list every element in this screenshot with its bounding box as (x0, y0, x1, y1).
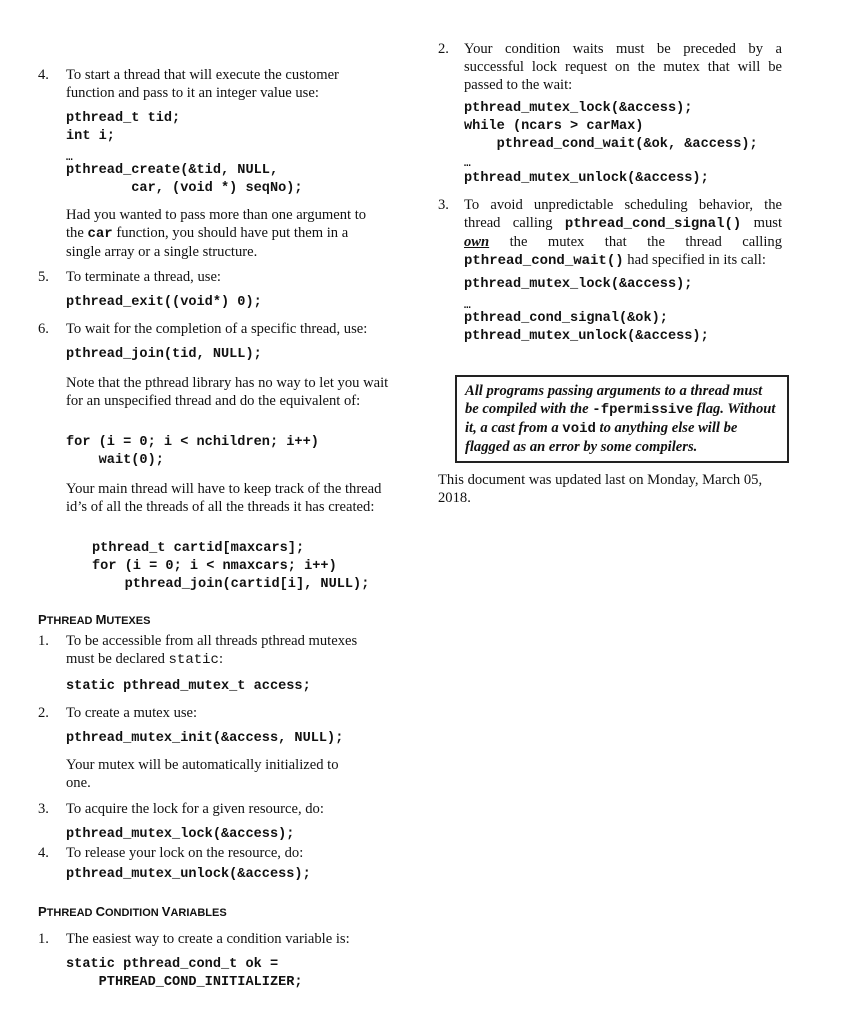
box-text: flag. Without it, a cast from a (465, 401, 776, 436)
note-text: Your main thread will have to keep track of the thread id’s of all the threads of all the threads it has created: (66, 481, 382, 515)
inline-code: pthread_cond_wait() (464, 253, 624, 269)
note-pre: Had you wanted to pass more than one argument to the (66, 207, 367, 241)
code-block: pthread_mutex_lock(&access); while (ncars > carMax) pthread_cond_wait(&ok, &access); (464, 101, 758, 152)
item-number: 3. (438, 197, 449, 213)
text-b: must (741, 215, 782, 231)
inline-code: -fpermissive (592, 402, 694, 418)
item-number: 3. (38, 801, 49, 817)
heading-rest: UTEXES (106, 615, 151, 627)
heading-cap: P (38, 904, 47, 919)
code-block: pthread_mutex_lock(&access); (464, 277, 693, 292)
inline-code: car (87, 226, 113, 242)
item-number: 2. (38, 705, 49, 721)
heading-cap: M (95, 612, 107, 627)
item-number: 2. (438, 41, 449, 57)
ellipsis: … (66, 152, 73, 164)
text-c: the mutex that the thread calling (489, 234, 782, 250)
code-block: pthread_cond_signal(&ok); pthread_mutex_unlock(&access); (464, 311, 709, 344)
item-text (66, 632, 388, 669)
code-block: static pthread_cond_t ok = PTHREAD_COND_INITIALIZER; (66, 957, 303, 990)
note-text: Note that the pthread library has no way to let you wait for an unspecified thread and do the equivalent of: (66, 375, 389, 409)
inline-code: pthread_cond_signal() (564, 216, 742, 232)
heading-cap: P (38, 612, 47, 627)
item-number: 5. (38, 269, 49, 285)
item-number: 6. (38, 321, 49, 337)
text-post: : (218, 651, 224, 667)
code-block: pthread_mutex_init(&access, NULL); (66, 731, 344, 746)
item-text: To start a thread that will execute the customer function and pass to it an integer value use: (66, 67, 339, 101)
section-heading (38, 612, 150, 627)
item-text: To wait for the completion of a specific thread, use: (66, 321, 368, 337)
item-text (464, 196, 782, 270)
code-block: pthread_t cartid[maxcars]; for (i = 0; i < nmaxcars; i++) pthread_join(cartid[i], NULL); (92, 541, 370, 592)
heading-rest: THREAD (46, 907, 96, 919)
emphasis-own: own (464, 234, 490, 250)
note-text: Your mutex will be automatically initialized to one. (66, 757, 339, 791)
box-text: to anything else will be flagged as an error by some compilers. (465, 420, 738, 455)
code-block: for (i = 0; i < nchildren; i++) wait(0); (66, 435, 319, 468)
text-d: had specified in its call: (623, 252, 766, 268)
text-pre: To be accessible from all threads pthread mutexes must be declared (66, 633, 358, 667)
code-block: pthread_create(&tid, NULL, car, (void *) seqNo); (66, 163, 303, 196)
code-block: pthread_mutex_lock(&access); (66, 827, 295, 842)
inline-code: void (562, 421, 596, 437)
ellipsis: … (464, 158, 471, 170)
note-post: function, you should have put them in a single array or a single structure. (66, 225, 349, 260)
heading-cap: C (95, 904, 105, 919)
updated-text: This document was updated last on Monday, March 05, 2018. (438, 472, 763, 506)
warning-box (455, 375, 789, 463)
item-number: 1. (38, 633, 49, 649)
section-heading (38, 904, 227, 919)
code-block: pthread_join(tid, NULL); (66, 347, 262, 362)
inline-code: static (168, 652, 219, 668)
item-text: To terminate a thread, use: (66, 269, 221, 285)
box-text: All programs passing arguments to a thread must be compiled with the (465, 383, 763, 417)
item-text: To acquire the lock for a given resource, do: (66, 801, 324, 817)
code-block: pthread_mutex_unlock(&access); (464, 171, 709, 186)
heading-rest: THREAD (46, 615, 96, 627)
item-number: 1. (38, 931, 49, 947)
item-text: To release your lock on the resource, do: (66, 845, 304, 861)
heading-rest: ONDITION (104, 907, 162, 919)
item-text: The easiest way to create a condition variable is: (66, 931, 350, 947)
code-block: pthread_t tid; int i; (66, 111, 181, 144)
code-block: pthread_exit((void*) 0); (66, 295, 262, 310)
heading-rest: ARIABLES (170, 907, 227, 919)
heading-cap: V (161, 904, 171, 919)
item-text: To create a mutex use: (66, 705, 198, 721)
item-text: Your condition waits must be preceded by a successful lock request on the mutex that will be passed to the wait: (464, 41, 782, 93)
ellipsis: … (464, 300, 471, 312)
note-text (66, 206, 380, 261)
code-block: pthread_mutex_unlock(&access); (66, 867, 311, 882)
item-number: 4. (38, 845, 49, 861)
text-a: To avoid unpredictable scheduling behavior, the thread calling (464, 197, 782, 231)
item-number: 4. (38, 67, 49, 83)
code-block: static pthread_mutex_t access; (66, 679, 311, 694)
